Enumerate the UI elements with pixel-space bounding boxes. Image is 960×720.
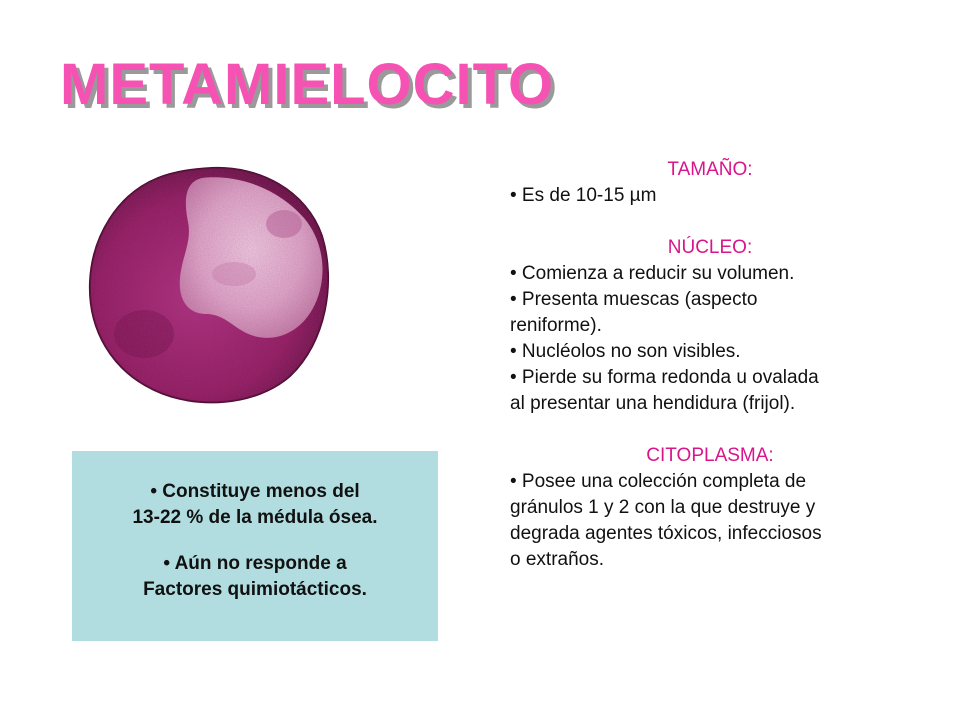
- summary-item-1-line-2: 13-22 % de la médula ósea.: [132, 507, 378, 528]
- section-gap: [510, 417, 910, 443]
- slide-title: METAMIELOCITO: [60, 52, 555, 117]
- cytoplasm-line-2: gránulos 1 y 2 con la que destruye y: [510, 497, 816, 518]
- size-heading: TAMAÑO:: [667, 159, 753, 180]
- summary-box: [72, 451, 438, 641]
- cytoplasm-heading: CITOPLASMA:: [646, 445, 774, 466]
- size-line-1: • Es de 10-15 µm: [510, 185, 657, 206]
- details-column: [510, 157, 910, 573]
- cytoplasm-line-4: o extraños.: [510, 549, 604, 570]
- metamyelocyte-cell-image: [84, 164, 334, 409]
- summary-item-2-line-2: Factores quimiotácticos.: [143, 579, 367, 600]
- nucleus-line-1: • Comienza a reducir su volumen.: [510, 263, 795, 284]
- summary-item-2-line-1: • Aún no responde a: [163, 553, 347, 574]
- nucleus-line-2: • Presenta muescas (aspecto: [510, 289, 758, 310]
- nucleus-line-3: reniforme).: [510, 315, 602, 336]
- summary-item-1-line-1: • Constituye menos del: [150, 481, 360, 502]
- nucleus-line-5: • Pierde su forma redonda u ovalada: [510, 367, 819, 388]
- nucleus-line-6: al presentar una hendidura (frijol).: [510, 393, 796, 414]
- summary-spacer: [72, 531, 438, 551]
- section-gap: [510, 209, 910, 235]
- cytoplasm-line-3: degrada agentes tóxicos, infecciosos: [510, 523, 822, 544]
- cytoplasm-line-1: • Posee una colección completa de: [510, 471, 807, 492]
- nucleus-line-4: • Nucléolos no son visibles.: [510, 341, 741, 362]
- nucleus-heading: NÚCLEO:: [667, 237, 753, 258]
